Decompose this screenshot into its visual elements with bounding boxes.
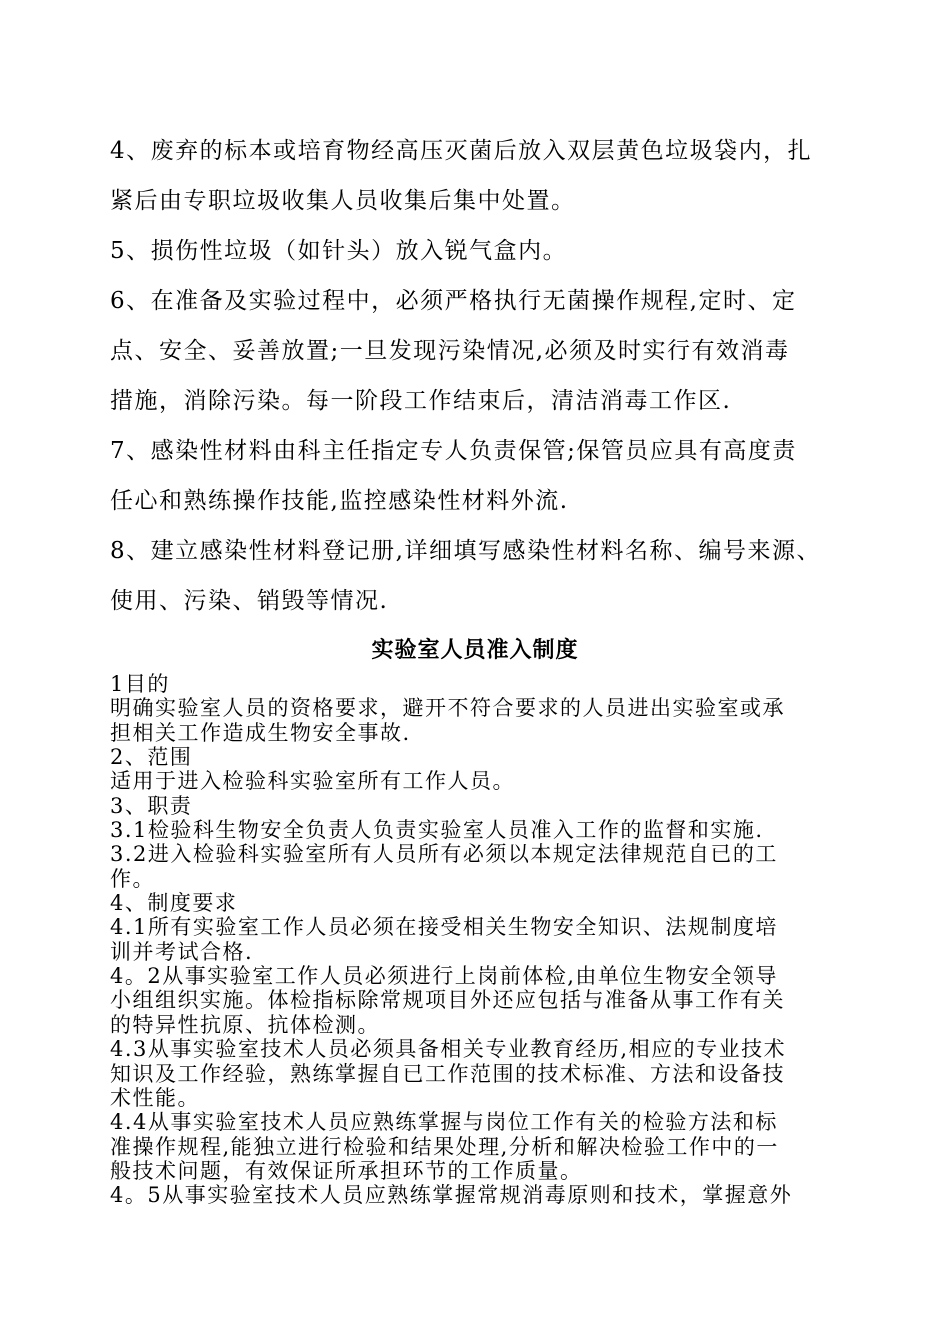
- policy-line: 4.1所有实验室工作人员必须在接受相关生物安全知识、法规制度培: [110, 915, 778, 940]
- waste-handling-rules: [110, 126, 860, 626]
- rule-line: 5、损伤性垃圾（如针头）放入锐气盒内。: [110, 238, 568, 264]
- policy-line: 4。2从事实验室工作人员必须进行上岗前体检,由单位生物安全领导: [110, 964, 778, 989]
- policy-line: 小组组织实施。体检指标除常规项目外还应包括与准备从事工作有关: [110, 988, 785, 1013]
- policy-line: 术性能。: [110, 1085, 200, 1110]
- rule-line: 8、建立感染性材料登记册,详细填写感染性材料名称、编号来源、: [110, 538, 821, 564]
- rule-line: 措施，消除污染。每一阶段工作结束后，清洁消毒工作区.: [110, 388, 732, 414]
- rule-line: 点、安全、妥善放置;一旦发现污染情况,必须及时实行有效消毒: [110, 338, 790, 364]
- policy-line: 的特异性抗原、抗体检测。: [110, 1012, 380, 1037]
- policy-line: 4。5从事实验室技术人员应熟练掌握常规消毒原则和技术，掌握意外: [110, 1183, 793, 1208]
- policy-line: 适用于进入检验科实验室所有工作人员。: [110, 769, 515, 794]
- policy-line: 3.2进入检验科实验室所有人员所有必须以本规定法律规范自已的工: [110, 842, 778, 867]
- policy-line: 担相关工作造成生物安全事故.: [110, 720, 411, 745]
- policy-line: 3.1检验科生物安全负责人负责实验室人员准入工作的监督和实施.: [110, 818, 764, 843]
- rule-line: 4、废弃的标本或培育物经高压灭菌后放入双层黄色垃圾袋内，扎: [110, 138, 813, 164]
- policy-line: 4.3从事实验室技术人员必须具备相关专业教育经历,相应的专业技术: [110, 1037, 787, 1062]
- policy-line: 2、范围: [110, 745, 193, 770]
- rule-line: 使用、污染、销毁等情况.: [110, 588, 389, 614]
- policy-line: 1目的: [110, 672, 170, 696]
- rule-line: 紧后由专职垃圾收集人员收集后集中处置。: [110, 188, 576, 214]
- policy-line: 般技术问题，有效保证所承担环节的工作质量。: [110, 1158, 583, 1183]
- rule-line: 7、感染性材料由科主任指定专人负责保管;保管员应具有高度责: [110, 438, 797, 464]
- rule-line: 任心和熟练操作技能,监控感染性材料外流.: [110, 488, 569, 514]
- policy-line: 4.4从事实验室技术人员应熟练掌握与岗位工作有关的检验方法和标: [110, 1110, 778, 1135]
- policy-line: 作。: [110, 866, 155, 891]
- policy-line: 明确实验室人员的资格要求，避开不符合要求的人员进出实验室或承: [110, 696, 785, 721]
- policy-line: 4、制度要求: [110, 891, 238, 916]
- policy-line: 训并考试合格.: [110, 939, 254, 964]
- policy-line: 知识及工作经验，熟练掌握自已工作范围的技术标准、方法和设备技: [110, 1061, 785, 1086]
- policy-line: 3、职责: [110, 793, 193, 818]
- rule-line: 6、在准备及实验过程中，必须严格执行无菌操作规程,定时、定: [110, 288, 797, 314]
- personnel-access-policy: [110, 672, 860, 1208]
- section-title: 实验室人员准入制度: [371, 637, 579, 663]
- policy-line: 准操作规程,能独立进行检验和结果处理,分析和解决检验工作中的一: [110, 1134, 779, 1159]
